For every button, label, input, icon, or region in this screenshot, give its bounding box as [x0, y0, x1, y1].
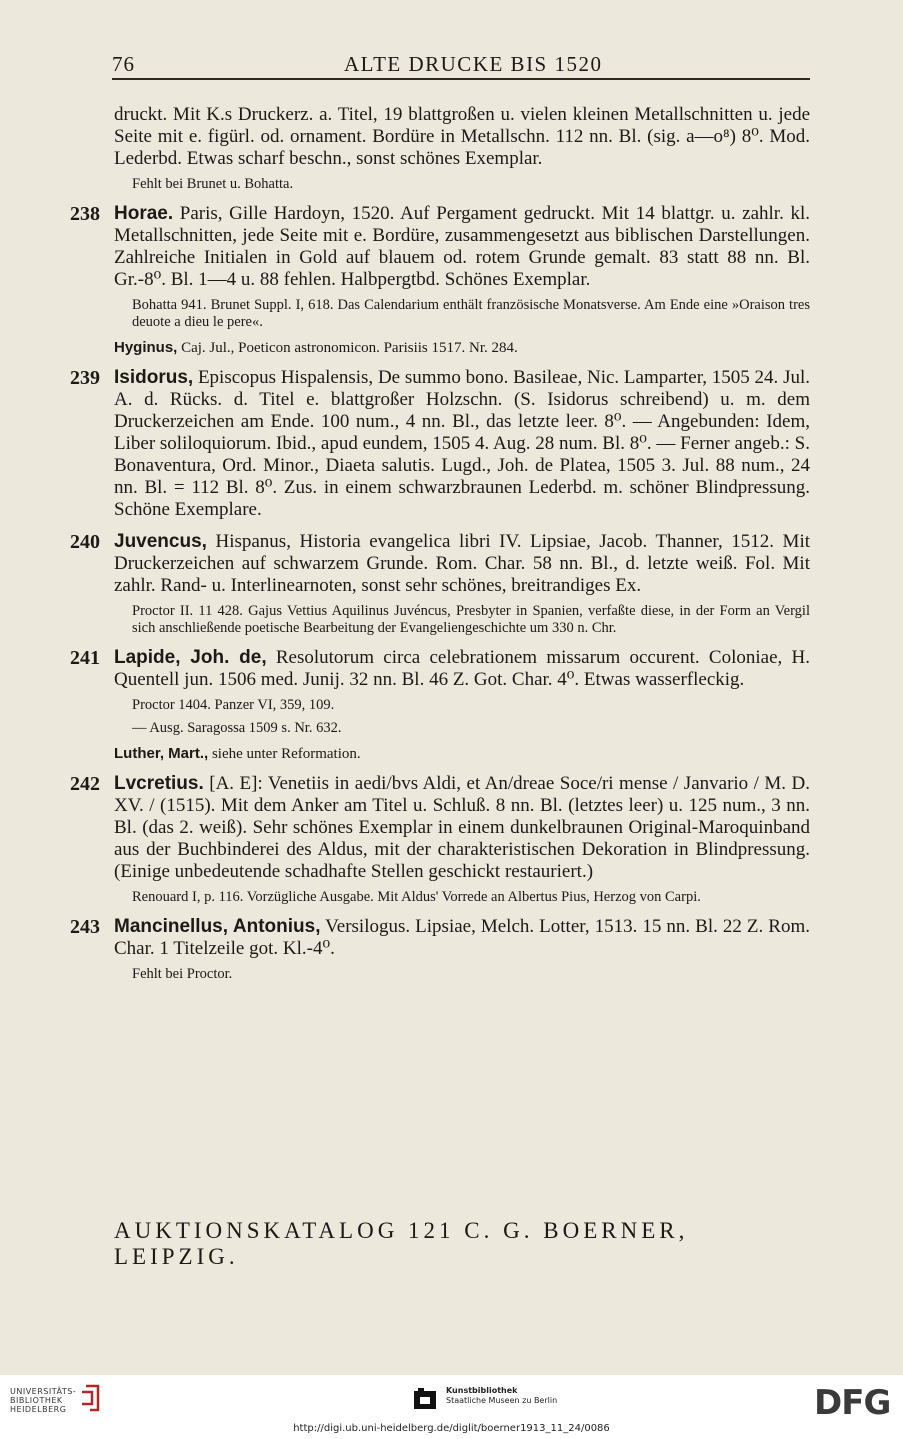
entry-heading: Isidorus, — [114, 367, 194, 388]
kunstbibliothek-logo-icon[interactable] — [412, 1387, 438, 1411]
entry-text: Versilogus. Lipsiae, Melch. Lotter, 1513. 15 nn. Bl. 22 Z. Rom. Char. 1 Titelzeile got. Kl.-4⁰. — [114, 916, 811, 959]
digitization-bar — [0, 1375, 903, 1439]
entry-number: 240 — [70, 531, 100, 553]
ub-heidelberg-label[interactable] — [10, 1387, 76, 1414]
entry-number: 242 — [70, 773, 100, 795]
entry-note: Renouard I, p. 116. Vorzügliche Ausgabe. Mit Aldus' Vorrede an Albertus Pius, Herzog von Carpi. — [132, 889, 701, 905]
source-url-link[interactable]: http://digi.ub.uni-heidelberg.de/diglit/boerner1913_11_24/0086 — [293, 1423, 610, 1434]
page-number: 76 — [112, 52, 135, 76]
ub-heidelberg-logo-icon[interactable] — [80, 1384, 104, 1412]
catalog-body — [0, 104, 903, 983]
entry-239 — [70, 367, 810, 521]
kb-line-1: Kunstbibliothek — [446, 1386, 518, 1395]
entry-text: druckt. Mit K.s Druckerz. a. Titel, 19 blattgroßen u. vielen kleinen Metallschnitten u. jede Seite mit e. figürl. od. ornament. Bordüre in Metallschn. 112 nn. Bl. (sig. a—o⁸) 8⁰. Mod. Lederbd. Etwas scharf beschn., sonst schönes Exemplar. — [114, 104, 810, 169]
ub-line-3: HEIDELBERG — [10, 1405, 67, 1414]
entry-238 — [70, 203, 810, 357]
entry-note: Proctor 1404. Panzer VI, 359, 109. — [132, 697, 335, 713]
xref-text: Caj. Jul., Poeticon astronomicon. Parisiis 1517. Nr. 284. — [177, 340, 518, 356]
cross-reference — [114, 339, 810, 357]
entry-number: 241 — [70, 647, 100, 669]
entry-number: 243 — [70, 916, 100, 938]
entry-text: Hispanus, Historia evangelica libri IV. Lipsiae, Jacob. Thanner, 1512. Mit Druckerzeichen auf schwarzem Grunde. Rom. Char. 58 nn. Bl., d. letzte weiß. Fol. Mit zahlr. Rand- u. Interlinearnoten, sonst sehr schönes, breitrandiges Ex. — [114, 531, 810, 596]
page-footer: AUKTIONSKATALOG 121 C. G. BOERNER, LEIPZIG. — [114, 1218, 689, 1269]
entry-note-2: — Ausg. Saragossa 1509 s. Nr. 632. — [132, 720, 342, 736]
entry-heading: Horae. — [114, 203, 174, 224]
entry-heading: Lvcretius. — [114, 773, 204, 794]
entry-text: [A. E]: Venetiis in aedi/bvs Aldi, et An/dreae Soce/ri mense / Janvario / M. D. XV. / (1515). Mit dem Anker am Titel u. Schluß. 8 nn. Bl. (letztes leer) u. 125 num., 3 nn. Bl. (das 2. weiß). Sehr schönes Exemplar in einem dunkelbraunen Original-Maroquinband aus der Buchbinderei des Aldus, mit der charakteristischen Dekoration in Blindpressung. (Einige unbedeutende schadhafte Stellen geschickt restauriert.) — [114, 773, 810, 882]
entry-note: Proctor II. 11 428. Gajus Vettius Aquilinus Juvéncus, Presbyter in Spanien, verfaßte diese, in der Form an Vergil sich anschließende poetische Bearbeitung der Evangeliengeschichte um 330 n. Chr. — [132, 603, 810, 636]
xref-heading: Luther, Mart., — [114, 745, 209, 762]
entry-text: Paris, Gille Hardoyn, 1520. Auf Pergament gedruckt. Mit 14 blattgr. u. zahlr. kl. Metallschnitten, jede Seite mit e. Bordüre, zusammengesetzt aus biblischen Darstellungen. Zahlreiche Initialen in Gold auf blauem od. rotem Grunde gemalt. 83 statt 88 nn. Bl. Gr.-8⁰. Bl. 1—4 u. 88 fehlen. Halbpergtbd. Schönes Exemplar. — [114, 203, 810, 290]
entry-243 — [70, 916, 811, 983]
kunstbibliothek-label[interactable] — [446, 1386, 557, 1406]
entry-text: Resolutorum circa celebrationem missarum occurent. Coloniae, H. Quentell jun. 1506 med. Junij. 32 nn. Bl. 46 Z. Got. Char. 4⁰. Etwas wasserfleckig. — [114, 647, 810, 690]
entry-242 — [70, 773, 810, 906]
header-rule — [112, 78, 810, 80]
entry-number: 239 — [70, 367, 100, 389]
entry-240 — [70, 531, 810, 637]
entry-note: Fehlt bei Brunet u. Bohatta. — [132, 176, 294, 192]
ub-line-2: BIBLIOTHEK — [10, 1396, 63, 1405]
entry-note: Fehlt bei Proctor. — [132, 966, 233, 982]
cross-reference — [114, 745, 810, 763]
entry-241 — [70, 647, 810, 763]
entry-continued — [114, 104, 810, 193]
kb-line-2: Staatliche Museen zu Berlin — [446, 1396, 558, 1405]
xref-text: siehe unter Reformation. — [208, 746, 361, 762]
dfg-logo[interactable]: DFG — [814, 1383, 891, 1423]
xref-heading: Hyginus, — [114, 339, 178, 356]
entry-heading: Lapide, Joh. de, — [114, 647, 267, 668]
entry-note: Bohatta 941. Brunet Suppl. I, 618. Das Calendarium enthält französische Monatsverse. Am Ende eine »Oraison tres deuote a dieu le pere«. — [132, 297, 810, 330]
entry-number: 238 — [70, 203, 100, 225]
entry-text: Episcopus Hispalensis, De summo bono. Basileae, Nic. Lamparter, 1505 24. Jul. A. d. Rücks. d. Titel e. blattgroßer Holzschn. (S. Isidorus schreibend) u. m. dem Druckerzeichen am Ende. 100 num., 4 nn. Bl., das letzte leer. 8⁰. — Angebunden: Idem, Liber soliloquiorum. Ibid., apud eundem, 1505 4. Aug. 28 num. Bl. 8⁰. — Ferner angeb.: S. Bonaventura, Ord. Minor., Diaeta salutis. Lugd., Joh. de Platea, 1505 3. Jul. 88 num., 24 nn. Bl. = 112 Bl. 8⁰. Zus. in einem schwarzbraunen Lederbd. m. schöner Blindpressung. Schöne Exemplare. — [114, 367, 810, 520]
entry-heading: Juvencus, — [114, 531, 207, 552]
running-title: ALTE DRUCKE BIS 1520 — [344, 52, 603, 76]
ub-line-1: UNIVERSITÄTS- — [10, 1387, 77, 1396]
entry-heading: Mancinellus, Antonius, — [114, 916, 321, 937]
